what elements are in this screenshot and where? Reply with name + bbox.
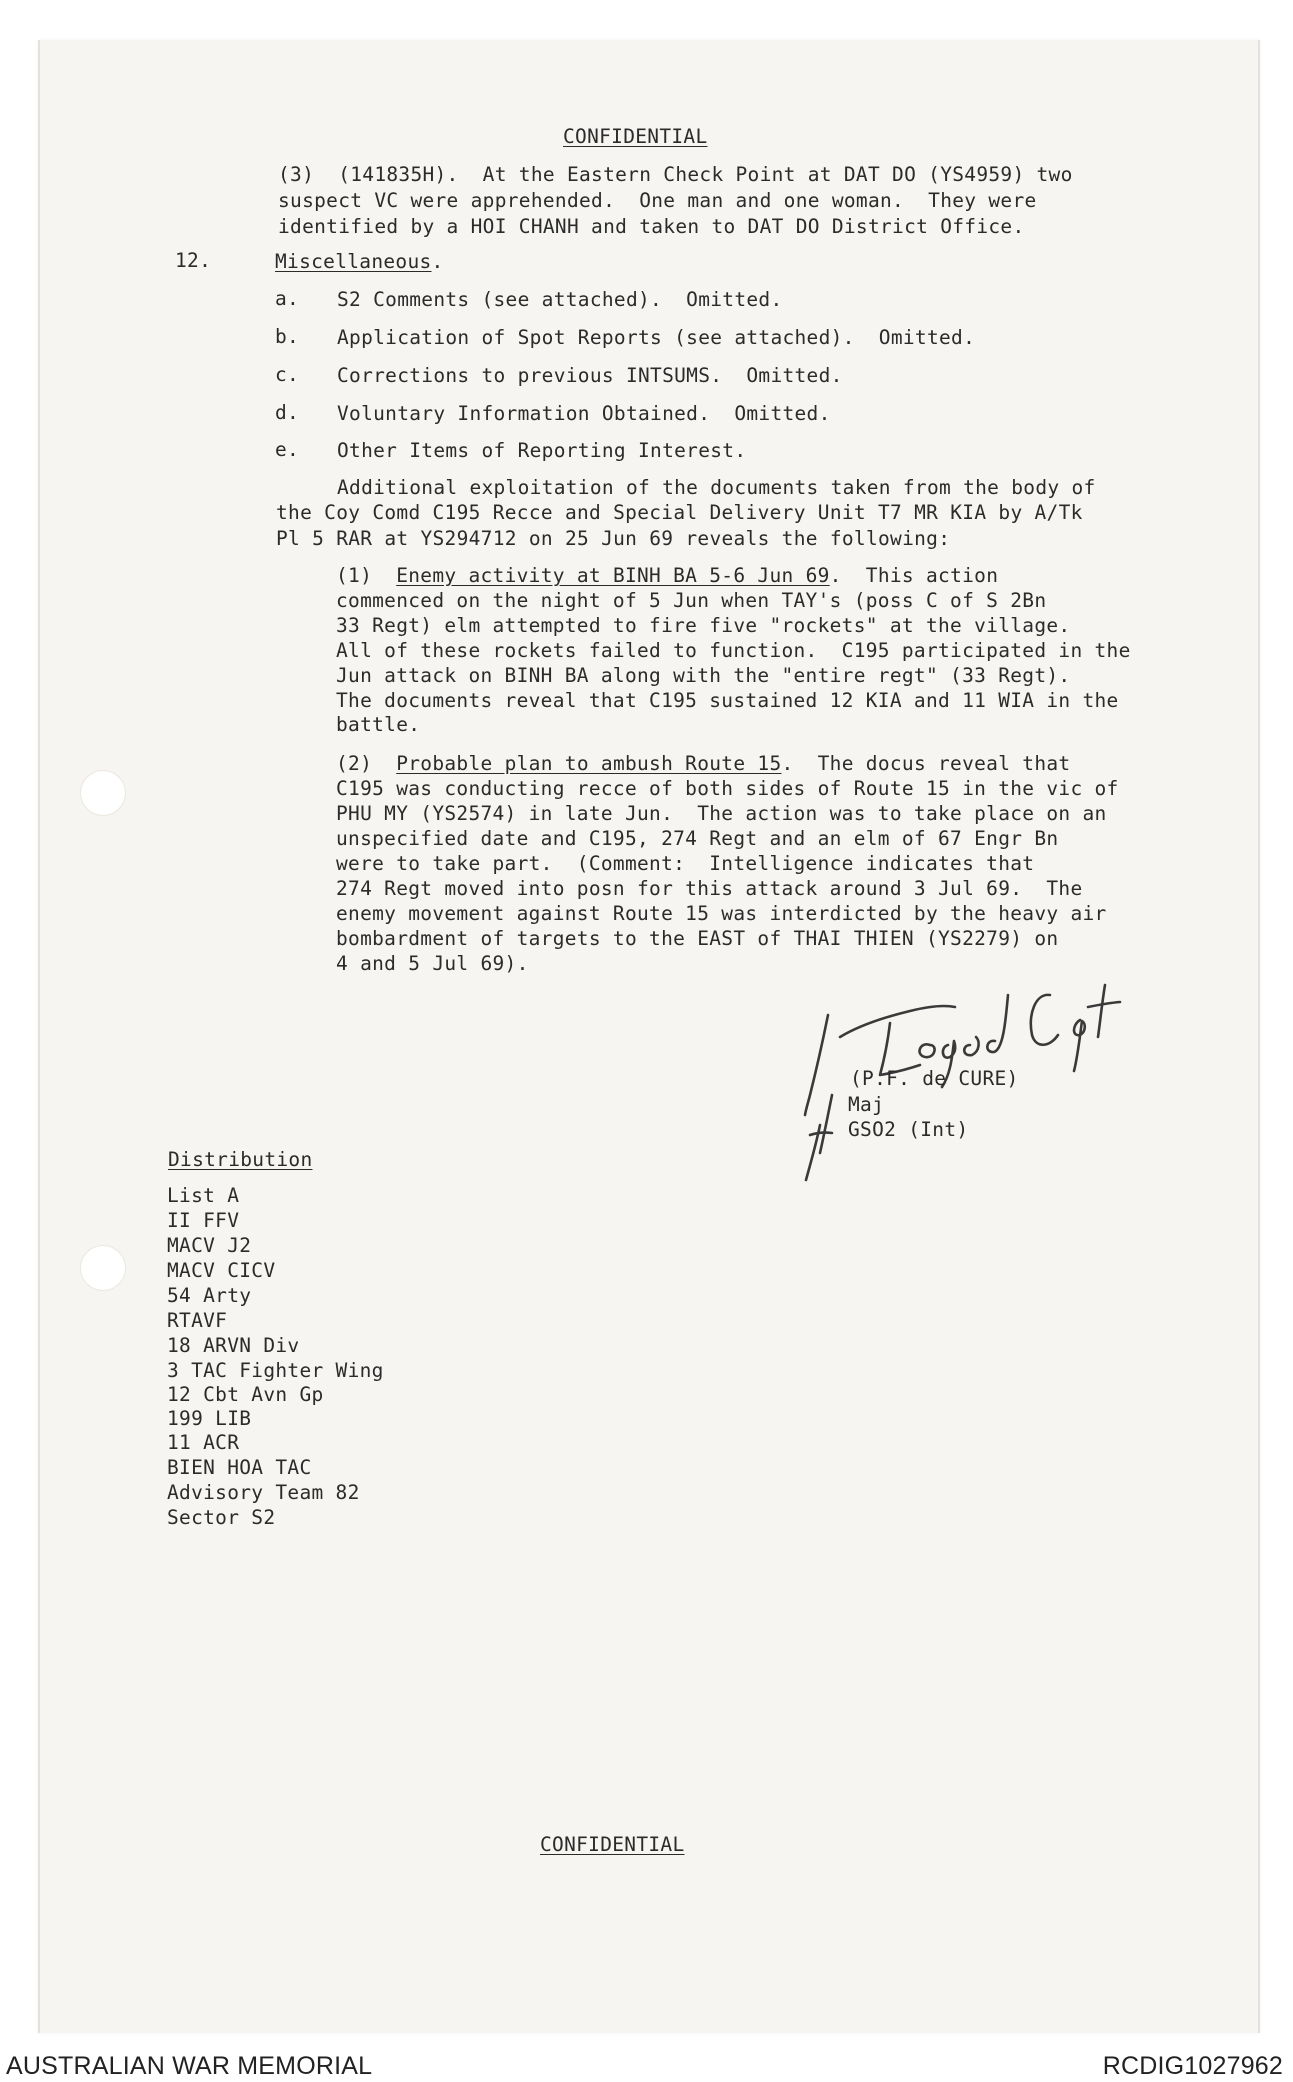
item-letter: e. <box>275 438 300 461</box>
subparagraph-line: C195 was conducting recce of both sides of Route 15 in the vic of <box>336 777 1119 800</box>
footer-classification: CONFIDENTIAL <box>540 1833 685 1856</box>
signatory-name: (P.F. de CURE) <box>850 1067 1019 1090</box>
section-number: 12. <box>175 249 212 272</box>
subparagraph-number: (2) <box>336 752 373 775</box>
list-item: Advisory Team 82 <box>167 1481 360 1504</box>
item-letter: a. <box>275 287 300 310</box>
list-item: Sector S2 <box>167 1506 276 1529</box>
archive-institution: AUSTRALIAN WAR MEMORIAL <box>6 2052 373 2080</box>
header-classification: CONFIDENTIAL <box>563 125 708 148</box>
item-text: Other Items of Reporting Interest. <box>337 439 747 462</box>
section-title-end: . <box>431 250 444 273</box>
intro-line: the Coy Comd C195 Recce and Special Delivery Unit T7 MR KIA by A/Tk <box>276 501 1083 524</box>
intro-line: Pl 5 RAR at YS294712 on 25 Jun 69 reveals the following: <box>276 527 951 550</box>
punch-hole <box>80 1245 126 1291</box>
item-text: Corrections to previous INTSUMS. Omitted. <box>337 364 843 387</box>
item-letter: c. <box>275 363 300 386</box>
list-item: RTAVF <box>167 1309 228 1332</box>
list-item: 54 Arty <box>167 1284 252 1307</box>
item-text: Application of Spot Reports (see attached). Omitted. <box>337 326 976 349</box>
subparagraph-line: PHU MY (YS2574) in late Jun. The action was to take place on an <box>336 802 1107 825</box>
list-item: MACV CICV <box>167 1259 276 1282</box>
incident-line: suspect VC were apprehended. One man and one woman. They were <box>278 189 1037 212</box>
punch-hole <box>80 770 126 816</box>
subparagraph-line: bombardment of targets to the EAST of THAI THIEN (YS2279) on <box>336 927 1059 950</box>
list-item: 12 Cbt Avn Gp <box>167 1383 324 1406</box>
item-letter: b. <box>275 325 300 348</box>
signatory-rank: Maj <box>848 1093 885 1116</box>
list-item: MACV J2 <box>167 1234 252 1257</box>
subparagraph-line: 274 Regt moved into posn for this attack around 3 Jul 69. The <box>336 877 1083 900</box>
subparagraph-line: enemy movement against Route 15 was interdicted by the heavy air <box>336 902 1107 925</box>
subparagraph-line: battle. <box>336 713 421 736</box>
subparagraph-line: The documents reveal that C195 sustained 12 KIA and 11 WIA in the <box>336 689 1119 712</box>
subparagraph-line: 4 and 5 Jul 69). <box>336 952 529 975</box>
subparagraph-rest: . The docus reveal that <box>781 752 1071 775</box>
subparagraph-number: (1) <box>336 564 373 587</box>
list-item: 11 ACR <box>167 1431 240 1454</box>
subparagraph-line: commenced on the night of 5 Jun when TAY's (poss C of S 2Bn <box>336 589 1047 612</box>
subparagraph-line: All of these rockets failed to function. C195 participated in the <box>336 639 1131 662</box>
archive-reference: RCDIG1027962 <box>1102 2052 1283 2080</box>
subparagraph-heading <box>336 751 1070 776</box>
subparagraph-line: unspecified date and C195, 274 Regt and an elm of 67 Engr Bn <box>336 827 1059 850</box>
list-item: 199 LIB <box>167 1407 252 1430</box>
distribution-title: Distribution <box>168 1148 313 1171</box>
subparagraph-title: Probable plan to ambush Route 15 <box>396 752 782 775</box>
list-item: 18 ARVN Div <box>167 1334 300 1357</box>
list-item: II FFV <box>167 1209 240 1232</box>
item-text: Voluntary Information Obtained. Omitted. <box>337 402 831 425</box>
intro-line: Additional exploitation of the documents taken from the body of <box>337 476 1096 499</box>
section-title <box>275 249 444 274</box>
subparagraph-title: Enemy activity at BINH BA 5-6 Jun 69 <box>396 564 830 587</box>
subparagraph-heading <box>336 563 998 588</box>
list-item: 3 TAC Fighter Wing <box>167 1359 384 1382</box>
incident-line: identified by a HOI CHANH and taken to DAT DO District Office. <box>278 215 1025 238</box>
item-letter: d. <box>275 401 300 424</box>
subparagraph-line: 33 Regt) elm attempted to fire five "rockets" at the village. <box>336 614 1071 637</box>
subparagraph-line: Jun attack on BINH BA along with the "entire regt" (33 Regt). <box>336 664 1071 687</box>
subparagraph-line: were to take part. (Comment: Intelligence indicates that <box>336 852 1035 875</box>
list-item: List A <box>167 1184 240 1207</box>
list-item: BIEN HOA TAC <box>167 1456 312 1479</box>
section-title-text: Miscellaneous <box>275 250 432 273</box>
subparagraph-rest: . This action <box>829 564 999 587</box>
incident-line: (3) (141835H). At the Eastern Check Point at DAT DO (YS4959) two <box>278 163 1073 186</box>
item-text: S2 Comments (see attached). Omitted. <box>337 288 783 311</box>
signatory-appointment: GSO2 (Int) <box>848 1118 969 1141</box>
